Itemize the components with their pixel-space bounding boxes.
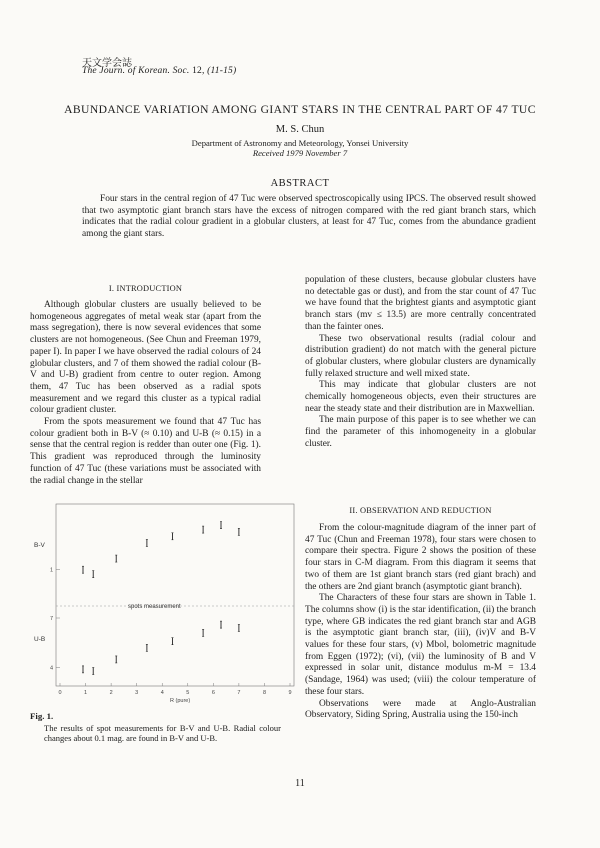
page-number: 11 [295, 778, 305, 789]
x-tick-label: 7 [237, 690, 241, 696]
paragraph: Although globular clusters are usually believed to be homogeneous aggregates of metal weak star (apart from the mass segregation), there is now several evidences that some clusters are not homogeneous. (See Chun and Freeman 1979, paper I). In paper I we have observed the radial colours of 24 globular clusters, and 7 of them showed the radial colour (B-V and U-B) gradient from centre to outer region. Among them, 47 Tuc has been observed as a radial spots measurement and we regard this cluster as a typical radial colour gradient cluster. [30, 300, 261, 416]
author: M. S. Chun [275, 124, 325, 135]
figure-caption: The results of spot measurements for B-V and U-B. Radial colour changes about 0.1 mag. are found in B-V and U-B. [44, 723, 281, 744]
x-tick-label: 2 [109, 690, 113, 696]
x-tick-label: 0 [58, 690, 62, 696]
abstract-heading: ABSTRACT [270, 178, 330, 189]
x-tick-label: 8 [262, 690, 267, 696]
figure-label: Fig. 1. [30, 711, 54, 721]
paragraph: These two observational results (radial colour and distribution gradient) do not match with the general picture of globular clusters, where globular clusters are dynamically fully relaxed structure and well mixed state. [305, 333, 536, 379]
paragraph: From the spots measurement we found that 47 Tuc has colour gradient both in B-V (≈ 0.10) and U-B (≈ 0.15) in a sense that the central region is redder than outer one (Fig. 1). This gradient was reproduced through the luminosity function of 47 Tuc (these variations must be associated with the radial change in the stellar [30, 417, 261, 486]
x-tick-label: 6 [211, 690, 215, 696]
received-date: Received 1979 November 7 [252, 148, 348, 158]
paragraph: Observations were made at Anglo-Australian Observatory, Siding Spring, Australia using the 150-inch [305, 698, 536, 721]
section-heading-introduction: I. INTRODUCTION [108, 284, 183, 293]
y-tick-label: 4 [50, 665, 54, 672]
journal-citation: The Journ. of Korean. Soc. 12, (11-15) [82, 66, 237, 76]
y-axis-label: U-B [34, 636, 46, 643]
x-tick-label: 9 [288, 690, 292, 696]
paragraph: population of these clusters, because globular clusters have no detectable gas or dust), and from the star count of 47 Tuc we have found that the brightest giants and asymptotic giant branch stars (mv ≤ 13.5) are more centrally concentrated than the fainter ones. [305, 275, 536, 332]
x-tick-label: 3 [135, 690, 139, 696]
y-tick-label: 7 [50, 616, 54, 622]
right-column-observation [305, 523, 536, 722]
journal-pages: (11-15) [207, 66, 237, 76]
affiliation: Department of Astronomy and Meteorology, Yonsei University [191, 138, 409, 148]
abstract-text: Four stars in the central region of 47 Tuc were observed spectroscopically using IPCS. The observed result showed that two asymptotic giant branch stars have the excess of nitrogen compared with the red giant branch stars, which indicates that the radial colour gradient in a globular clusters, at least for 47 Tuc, comes from the abundance gradient among the giant stars. [82, 194, 536, 239]
paragraph: The main purpose of this paper is to see whether we can find the parameter of this inhomogeneity in a globular cluster. [305, 415, 536, 449]
journal-volume: 12 [192, 66, 202, 76]
figure-1-chart [30, 500, 300, 708]
journal-prefix: The Journ. of Korean. Soc. [82, 66, 190, 76]
x-tick-label: 4 [160, 690, 164, 696]
paragraph: From the colour-magnitude diagram of the inner part of 47 Tuc (Chun and Freeman 1978), four stars were chosen to compare their spectra. Figure 2 shows the position of these four stars in C-M diagram. From this diagram it seems that two of them are 1st giant branch stars (red giant brach) and the others are 2nd giant branch (asymptotic giant branch). [305, 523, 536, 592]
paragraph: This may indicate that globular clusters are not chemically homogeneous objects, even their structures are near the steady state and their distribution are in Maxwellian. [305, 380, 536, 414]
y-axis-label: B-V [34, 542, 45, 549]
x-tick-label: 5 [186, 690, 190, 696]
x-tick-label: 1 [84, 690, 88, 696]
paper-title: ABUNDANCE VARIATION AMONG GIANT STARS IN THE CENTRAL PART OF 47 TUC [64, 103, 536, 116]
x-axis-label: R (pure) [170, 698, 191, 704]
section-heading-observation: II. OBSERVATION AND REDUCTION [349, 506, 492, 515]
journal-name-cjk: 天文学会誌 [82, 58, 132, 69]
y-tick-label: 1 [50, 567, 54, 574]
chart-annotation: spots measurement [128, 604, 181, 610]
plot-frame [56, 504, 294, 686]
right-column [305, 275, 536, 451]
left-column [30, 300, 261, 487]
paragraph: The Characters of these four stars are shown in Table 1. The columns show (i) is the star identification, (ii) the branch type, where GB indicates the red giant branch star and AGB is the asymptotic giant branch star, (iii), (iv)V and B-V values for these four stars, (v) Mbol, bolometric magnitude from Eggen (1972); (vi), (vii) the luminosity of B and V expressed in solar unit, distance modulus m-M = 13.4 (Sandage, 1964) was used; (viii) the colour temperature of these four stars. [305, 593, 536, 697]
